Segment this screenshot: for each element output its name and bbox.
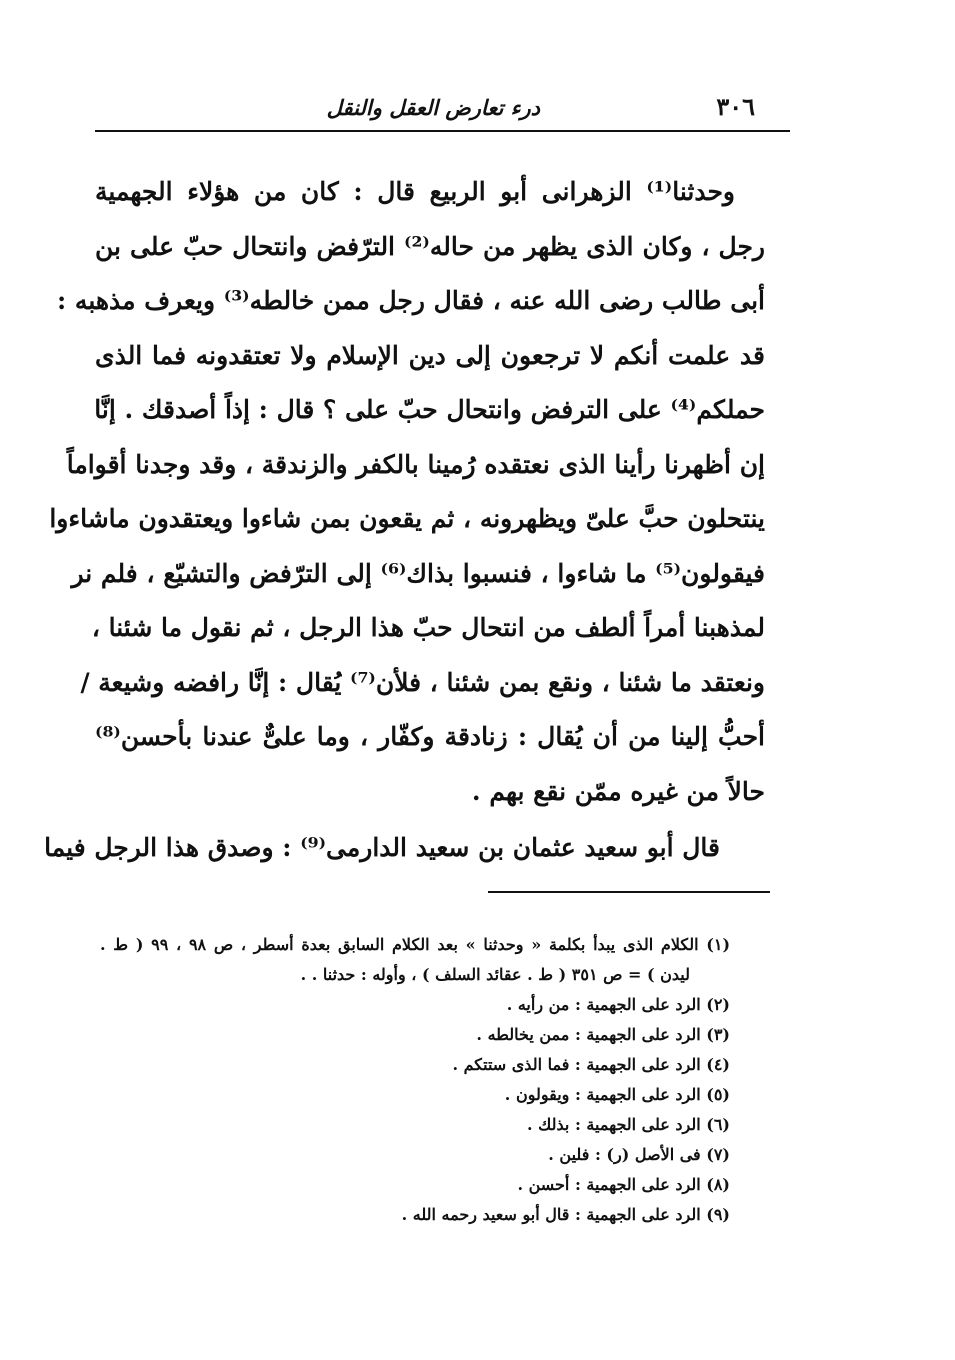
footnote-line: (١) الكلام الذى يبدأ بكلمة « وحدثنا » بعد الكلام السابق بعدة أسطر ، ص ٩٨ ، ٩٩ ( ط . [100,935,731,954]
text-line: قال أبو سعيد عثمان بن سعيد الدارمى⁽⁹⁾ : وصدق هذا الرجل فيما [44,833,720,862]
footnote-line: (٥) الرد على الجهمية : ويقولون . [504,1085,730,1104]
text-line: أبى طالب رضى الله عنه ، فقال رجل ممن خالطه⁽³⁾ ويعرف مذهبه : [56,286,765,315]
footnote-line: (٣) الرد على الجهمية : ممن يخالطه . [476,1025,730,1044]
text-line: إن أظهرنا رأينا الذى نعتقده رُمينا بالكفر والزندقة ، وقد وجدنا أقواماً [66,449,765,479]
page-header [95,86,790,132]
footnotes [100,930,730,1230]
footnote-line: (٦) الرد على الجهمية : بذلك . [527,1115,730,1134]
main-text [44,165,765,876]
footnote-line: ليدن ) = ص ٣٥١ ( ط . عقائد السلف ) ، وأوله : حدثنا . . [300,965,690,984]
footnote-line: (٨) الرد على الجهمية : أحسن . [517,1175,730,1194]
text-line: فيقولون⁽⁵⁾ ما شاءوا ، فنسبوا بذاك⁽⁶⁾ إلى الترّفض والتشيّع ، فلم نر [71,558,765,588]
running-title: درء تعارض العقل والنقل [326,95,540,120]
footnote-line: (٤) الرد على الجهمية : فما الذى ستتكم . [452,1055,730,1074]
text-line: ونعتقد ما شئنا ، ونقع بمن شئنا ، فلأن⁽⁷⁾ يُقال : إنَّا رافضه وشيعة / [80,667,765,697]
footnote-separator [488,891,770,893]
footnote-line: (٧) فى الأصل (ر) : فلين . [548,1145,730,1164]
text-line: حملكم⁽⁴⁾ على الترفض وانتحال حبّ على ؟ قال : إذاً أصدقك . إنَّا [94,395,765,424]
text-line: رجل ، وكان الذى يظهر من حاله⁽²⁾ الترّفض وانتحال حبّ على بن [95,231,765,261]
text-line: حالاً من غيره ممّن نقع بهم . [471,776,765,806]
page-number: ٣٠٦ [716,92,755,121]
footnote-line: (٩) الرد على الجهمية : قال أبو سعيد رحمه الله . [401,1205,730,1224]
text-line: لمذهبنا أمراً ألطف من انتحال حبّ هذا الرجل ، ثم نقول ما شئنا ، [91,613,765,642]
text-line: وحدثنا⁽¹⁾ الزهرانى أبو الربيع قال : كان من هؤلاء الجهمية [95,177,735,206]
text-line: أحبُّ إلينا من أن يُقال : زنادقة وكفّار ، وما علىٌّ عندنا بأحسن⁽⁸⁾ [95,722,765,751]
text-line: ينتحلون حبَّ علىّ ويظهرونه ، ثم يقعون بمن شاءوا ويعتقدون ماشاءوا [49,504,765,533]
footnote-line: (٢) الرد على الجهمية : من رأيه . [506,995,730,1014]
text-line: قد علمت أنكم لا ترجعون إلى دين الإسلام ولا تعتقدونه فما الذى [95,340,765,370]
